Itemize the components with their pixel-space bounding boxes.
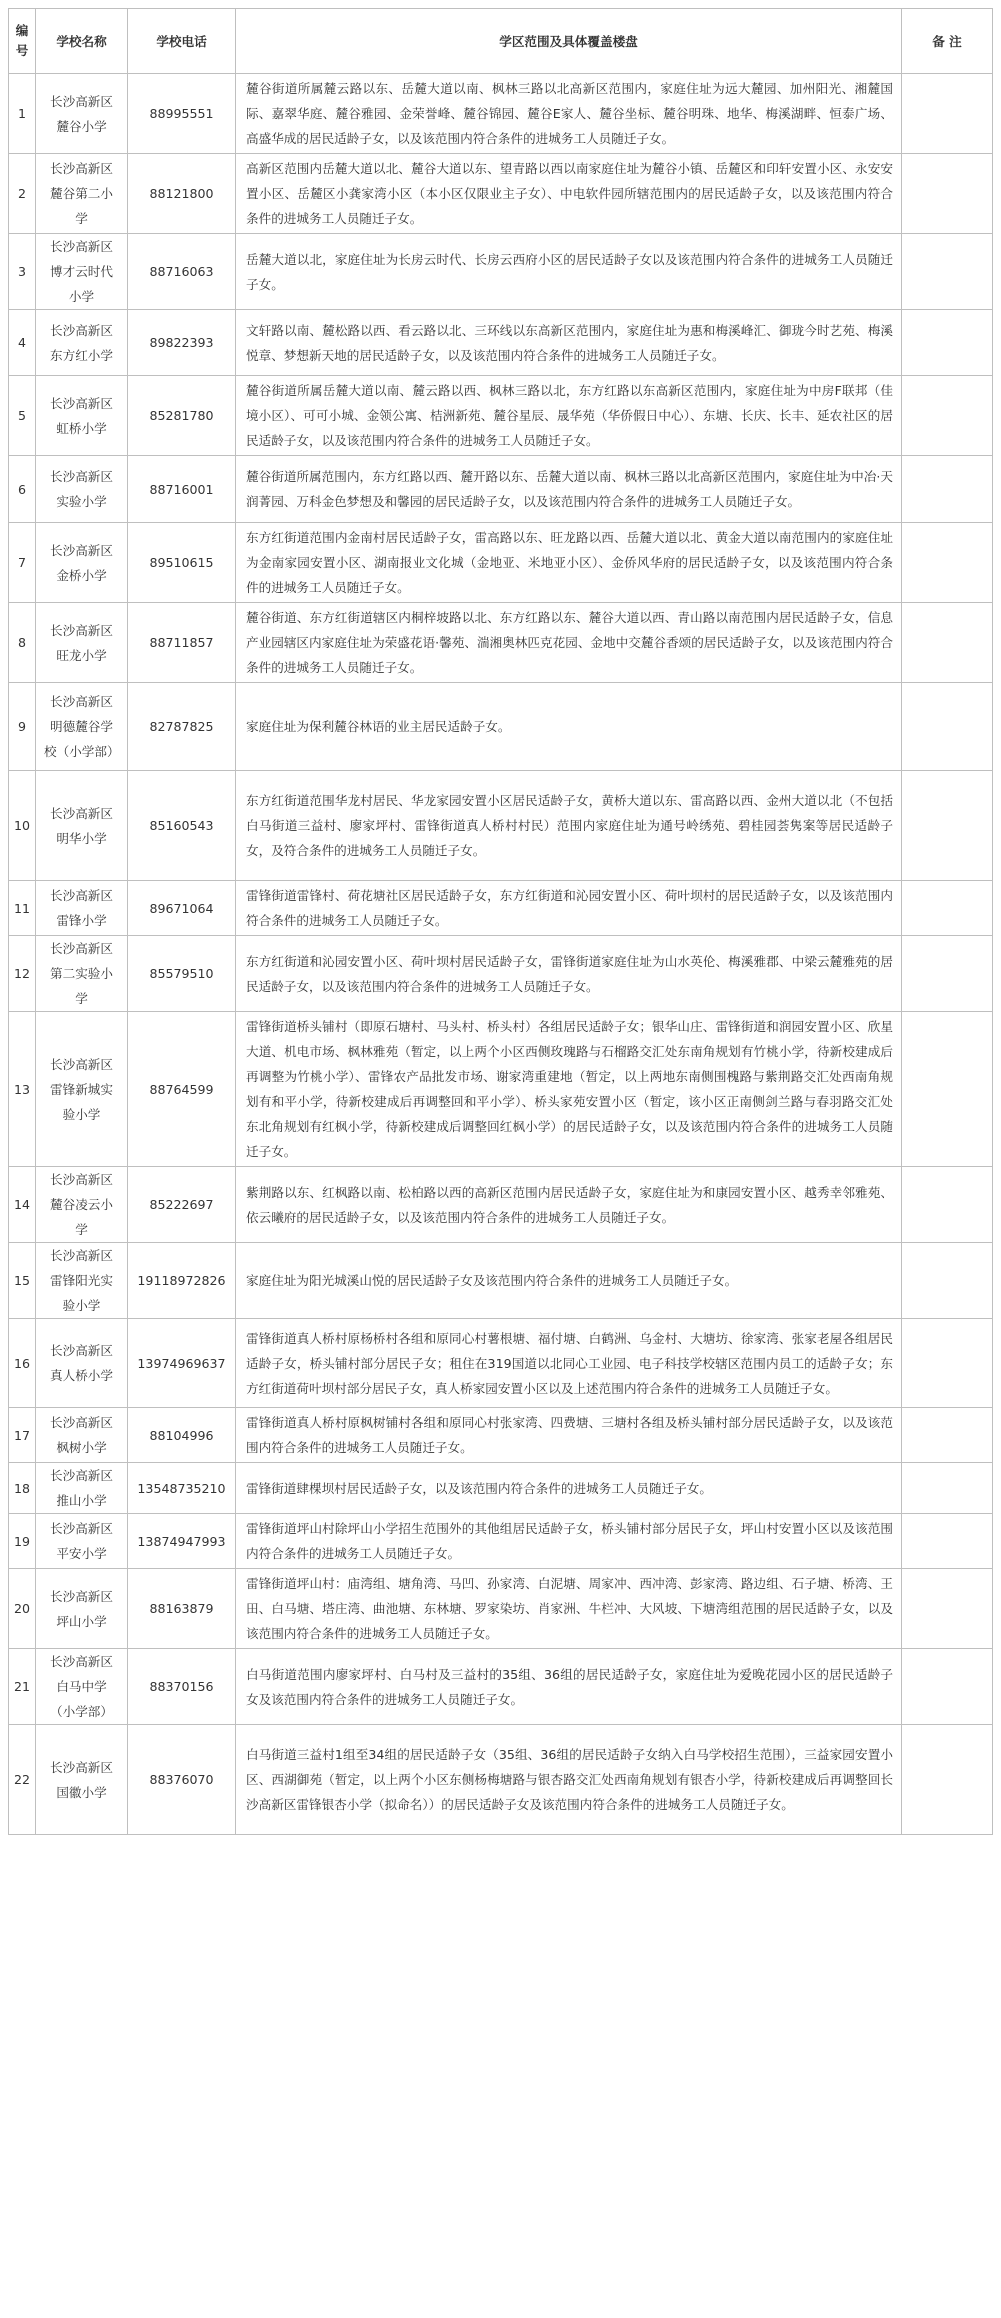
school-phone: 88376070 bbox=[128, 1725, 236, 1835]
row-number: 21 bbox=[9, 1649, 36, 1725]
header-school-name: 学校名称 bbox=[36, 9, 128, 74]
remarks bbox=[902, 1463, 993, 1514]
district-scope: 麓谷街道、东方红街道辖区内桐梓坡路以北、东方红路以东、麓谷大道以西、青山路以南范围内居民适龄子女，信息产业园辖区内家庭住址为荣盛花语·馨苑、湍湘奥林匹克花园、金地中交麓谷香颂的居民适龄子女，以及该范围内符合条件的进城务工人员随迁子女。 bbox=[236, 603, 902, 683]
district-scope: 雷锋街道肆棵坝村居民适龄子女，以及该范围内符合条件的进城务工人员随迁子女。 bbox=[236, 1463, 902, 1514]
row-number: 12 bbox=[9, 936, 36, 1012]
district-scope: 紫荆路以东、红枫路以南、松柏路以西的高新区范围内居民适龄子女，家庭住址为和康园安置小区、越秀幸邻雅苑、依云曦府的居民适龄子女，以及该范围内符合条件的进城务工人员随迁子女。 bbox=[236, 1167, 902, 1243]
school-phone: 88104996 bbox=[128, 1408, 236, 1463]
remarks bbox=[902, 1725, 993, 1835]
district-scope: 雷锋街道桥头铺村（即原石塘村、马头村、桥头村）各组居民适龄子女；银华山庄、雷锋街道和润园安置小区、欣星大道、机电市场、枫林雅苑（暂定，以上两个小区西侧玫瑰路与石榴路交汇处东南角规划有竹桃小学，待新校建成后再调整为竹桃小学）、雷锋农产品批发市场、谢家湾重建地（暂定，以上两地东南侧围槐路与紫荆路交汇处西南角规划有和平小学，待新校建成后再调整回和平小学）、桥头家苑安置小区（暂定，该小区正南侧剑兰路与春羽路交汇处东北角规划有红枫小学，待新校建成后调整回红枫小学）的居民适龄子女，以及该范围内符合条件的进城务工人员随迁子女。 bbox=[236, 1012, 902, 1167]
row-number: 1 bbox=[9, 74, 36, 154]
district-scope: 雷锋街道真人桥村原杨桥村各组和原同心村薯根塘、福付塘、白鹤洲、乌金村、大塘坊、徐家湾、张家老屋各组居民适龄子女，桥头铺村部分居民子女；租住在319国道以北同心工业园、电子科技学校辖区范围内员工的适龄子女；东方红街道荷叶坝村部分居民子女，真人桥家园安置小区以及上述范围内符合条件的进城务工人员随迁子女。 bbox=[236, 1319, 902, 1408]
district-scope: 麓谷街道所属范围内，东方红路以西、麓开路以东、岳麓大道以南、枫林三路以北高新区范围内，家庭住址为中冶·天润菁园、万科金色梦想及和馨园的居民适龄子女，以及该范围内符合条件的进城务工人员随迁子女。 bbox=[236, 456, 902, 523]
table-row bbox=[9, 1012, 993, 1167]
table-row bbox=[9, 1463, 993, 1514]
table-row bbox=[9, 603, 993, 683]
table-row bbox=[9, 376, 993, 456]
header-district-scope: 学区范围及具体覆盖楼盘 bbox=[236, 9, 902, 74]
table-row bbox=[9, 1167, 993, 1243]
school-name: 长沙高新区第二实验小学 bbox=[36, 936, 128, 1012]
school-phone: 88764599 bbox=[128, 1012, 236, 1167]
row-number: 17 bbox=[9, 1408, 36, 1463]
school-phone: 89671064 bbox=[128, 881, 236, 936]
school-name: 长沙高新区旺龙小学 bbox=[36, 603, 128, 683]
remarks bbox=[902, 683, 993, 771]
header-number: 编 号 bbox=[9, 9, 36, 74]
district-scope: 东方红街道范围内金南村居民适龄子女，雷高路以东、旺龙路以西、岳麓大道以北、黄金大道以南范围内的家庭住址为金南家园安置小区、湖南报业文化城（金地亚、米地亚小区）、金侨风华府的居民适龄子女，以及该范围内符合条件的进城务工人员随迁子女。 bbox=[236, 523, 902, 603]
school-phone: 85281780 bbox=[128, 376, 236, 456]
school-name: 长沙高新区麓谷凌云小学 bbox=[36, 1167, 128, 1243]
district-scope: 雷锋街道坪山村：庙湾组、塘角湾、马凹、孙家湾、白泥塘、周家冲、西冲湾、彭家湾、路边组、石子塘、桥湾、王田、白马塘、塔庄湾、曲池塘、东林塘、罗家染坊、肖家洲、牛栏冲、大风坡、下塘湾组范围的居民适龄子女，以及该范围内符合条件的进城务工人员随迁子女。 bbox=[236, 1569, 902, 1649]
school-phone: 88716001 bbox=[128, 456, 236, 523]
table-row bbox=[9, 936, 993, 1012]
remarks bbox=[902, 1012, 993, 1167]
district-scope: 白马街道范围内廖家坪村、白马村及三益村的35组、36组的居民适龄子女，家庭住址为爱晚花园小区的居民适龄子女及该范围内符合条件的进城务工人员随迁子女。 bbox=[236, 1649, 902, 1725]
school-name: 长沙高新区国徽小学 bbox=[36, 1725, 128, 1835]
remarks bbox=[902, 603, 993, 683]
school-name: 长沙高新区博才云时代小学 bbox=[36, 234, 128, 310]
remarks bbox=[902, 74, 993, 154]
table-row bbox=[9, 1243, 993, 1319]
school-phone: 89510615 bbox=[128, 523, 236, 603]
school-name: 长沙高新区白马中学（小学部） bbox=[36, 1649, 128, 1725]
school-phone: 82787825 bbox=[128, 683, 236, 771]
remarks bbox=[902, 234, 993, 310]
row-number: 11 bbox=[9, 881, 36, 936]
school-phone: 88370156 bbox=[128, 1649, 236, 1725]
row-number: 15 bbox=[9, 1243, 36, 1319]
district-scope: 雷锋街道坪山村除坪山小学招生范围外的其他组居民适龄子女，桥头铺村部分居民子女，坪山村安置小区以及该范围内符合条件的进城务工人员随迁子女。 bbox=[236, 1514, 902, 1569]
school-phone: 13548735210 bbox=[128, 1463, 236, 1514]
row-number: 2 bbox=[9, 154, 36, 234]
row-number: 9 bbox=[9, 683, 36, 771]
row-number: 14 bbox=[9, 1167, 36, 1243]
school-name: 长沙高新区明德麓谷学校（小学部） bbox=[36, 683, 128, 771]
table-row bbox=[9, 523, 993, 603]
table-row bbox=[9, 456, 993, 523]
district-scope: 雷锋街道真人桥村原枫树铺村各组和原同心村张家湾、四费塘、三塘村各组及桥头铺村部分居民适龄子女，以及该范围内符合条件的进城务工人员随迁子女。 bbox=[236, 1408, 902, 1463]
school-name: 长沙高新区虹桥小学 bbox=[36, 376, 128, 456]
school-name: 长沙高新区雷锋小学 bbox=[36, 881, 128, 936]
district-scope: 文轩路以南、麓松路以西、看云路以北、三环线以东高新区范围内，家庭住址为惠和梅溪峰汇、御珑今时艺苑、梅溪悦章、梦想新天地的居民适龄子女，以及该范围内符合条件的进城务工人员随迁子女。 bbox=[236, 310, 902, 376]
school-phone: 13974969637 bbox=[128, 1319, 236, 1408]
remarks bbox=[902, 310, 993, 376]
school-phone: 88163879 bbox=[128, 1569, 236, 1649]
district-scope: 麓谷街道所属麓云路以东、岳麓大道以南、枫林三路以北高新区范围内，家庭住址为远大麓园、加州阳光、湘麓国际、嘉翠华庭、麓谷雅园、金荣誉峰、麓谷锦园、麓谷E家人、麓谷坐标、麓谷明珠、地华、梅溪湖畔、恒泰广场、高盛华成的居民适龄子女，以及该范围内符合条件的进城务工人员随迁子女。 bbox=[236, 74, 902, 154]
district-scope: 东方红街道和沁园安置小区、荷叶坝村居民适龄子女，雷锋街道家庭住址为山水英伦、梅溪雅郡、中梁云麓雅苑的居民适龄子女，以及该范围内符合条件的进城务工人员随迁子女。 bbox=[236, 936, 902, 1012]
district-scope: 白马街道三益村1组至34组的居民适龄子女（35组、36组的居民适龄子女纳入白马学校招生范围），三益家园安置小区、西湖御苑（暂定，以上两个小区东侧杨梅塘路与银杏路交汇处西南角规划有银杏小学，待新校建成后再调整回长沙高新区雷锋银杏小学（拟命名））的居民适龄子女及该范围内符合条件的进城务工人员随迁子女。 bbox=[236, 1725, 902, 1835]
header-school-phone: 学校电话 bbox=[128, 9, 236, 74]
remarks bbox=[902, 771, 993, 881]
school-phone: 85222697 bbox=[128, 1167, 236, 1243]
table-row bbox=[9, 154, 993, 234]
table-row bbox=[9, 74, 993, 154]
table-row bbox=[9, 1569, 993, 1649]
school-name: 长沙高新区坪山小学 bbox=[36, 1569, 128, 1649]
table-row bbox=[9, 683, 993, 771]
remarks bbox=[902, 1569, 993, 1649]
school-name: 长沙高新区真人桥小学 bbox=[36, 1319, 128, 1408]
district-scope: 岳麓大道以北，家庭住址为长房云时代、长房云西府小区的居民适龄子女以及该范围内符合条件的进城务工人员随迁子女。 bbox=[236, 234, 902, 310]
remarks bbox=[902, 456, 993, 523]
row-number: 7 bbox=[9, 523, 36, 603]
school-name: 长沙高新区实验小学 bbox=[36, 456, 128, 523]
school-name: 长沙高新区推山小学 bbox=[36, 1463, 128, 1514]
district-scope: 麓谷街道所属岳麓大道以南、麓云路以西、枫林三路以北，东方红路以东高新区范围内，家庭住址为中房F联邦（佳境小区）、可可小城、金领公寓、桔洲新苑、麓谷星辰、晟华苑（华侨假日中心）、东塘、长庆、长丰、延农社区的居民适龄子女，以及该范围内符合条件的进城务工人员随迁子女。 bbox=[236, 376, 902, 456]
remarks bbox=[902, 936, 993, 1012]
district-scope: 家庭住址为保利麓谷林语的业主居民适龄子女。 bbox=[236, 683, 902, 771]
row-number: 3 bbox=[9, 234, 36, 310]
school-name: 长沙高新区雷锋新城实验小学 bbox=[36, 1012, 128, 1167]
table-row bbox=[9, 1649, 993, 1725]
table-row bbox=[9, 881, 993, 936]
header-remarks: 备 注 bbox=[902, 9, 993, 74]
table-row bbox=[9, 1725, 993, 1835]
remarks bbox=[902, 1167, 993, 1243]
school-phone: 88121800 bbox=[128, 154, 236, 234]
row-number: 13 bbox=[9, 1012, 36, 1167]
remarks bbox=[902, 1649, 993, 1725]
table-row bbox=[9, 1514, 993, 1569]
table-row bbox=[9, 771, 993, 881]
row-number: 10 bbox=[9, 771, 36, 881]
district-scope: 雷锋街道雷锋村、荷花塘社区居民适龄子女，东方红街道和沁园安置小区、荷叶坝村的居民适龄子女，以及该范围内符合条件的进城务工人员随迁子女。 bbox=[236, 881, 902, 936]
row-number: 8 bbox=[9, 603, 36, 683]
remarks bbox=[902, 881, 993, 936]
remarks bbox=[902, 1408, 993, 1463]
school-phone: 85160543 bbox=[128, 771, 236, 881]
table-body bbox=[9, 74, 993, 1835]
school-phone: 89822393 bbox=[128, 310, 236, 376]
table-row bbox=[9, 1319, 993, 1408]
district-scope: 高新区范围内岳麓大道以北、麓谷大道以东、望青路以西以南家庭住址为麓谷小镇、岳麓区和印轩安置小区、永安安置小区、岳麓区小龚家湾小区（本小区仅限业主子女）、中电软件园所辖范围内的居民适龄子女，以及该范围内符合条件的进城务工人员随迁子女。 bbox=[236, 154, 902, 234]
row-number: 4 bbox=[9, 310, 36, 376]
school-district-table bbox=[8, 8, 993, 1835]
district-scope: 家庭住址为阳光城溪山悦的居民适龄子女及该范围内符合条件的进城务工人员随迁子女。 bbox=[236, 1243, 902, 1319]
school-name: 长沙高新区明华小学 bbox=[36, 771, 128, 881]
school-name: 长沙高新区麓谷小学 bbox=[36, 74, 128, 154]
school-phone: 19118972826 bbox=[128, 1243, 236, 1319]
remarks bbox=[902, 1514, 993, 1569]
row-number: 5 bbox=[9, 376, 36, 456]
row-number: 16 bbox=[9, 1319, 36, 1408]
remarks bbox=[902, 154, 993, 234]
school-name: 长沙高新区平安小学 bbox=[36, 1514, 128, 1569]
school-name: 长沙高新区雷锋阳光实验小学 bbox=[36, 1243, 128, 1319]
row-number: 20 bbox=[9, 1569, 36, 1649]
row-number: 19 bbox=[9, 1514, 36, 1569]
table-row bbox=[9, 234, 993, 310]
school-name: 长沙高新区东方红小学 bbox=[36, 310, 128, 376]
school-phone: 88716063 bbox=[128, 234, 236, 310]
school-phone: 88995551 bbox=[128, 74, 236, 154]
row-number: 22 bbox=[9, 1725, 36, 1835]
school-name: 长沙高新区枫树小学 bbox=[36, 1408, 128, 1463]
header-row bbox=[9, 9, 993, 74]
row-number: 18 bbox=[9, 1463, 36, 1514]
district-scope: 东方红街道范围华龙村居民、华龙家园安置小区居民适龄子女，黄桥大道以东、雷高路以西、金州大道以北（不包括白马街道三益村、廖家坪村、雷锋街道真人桥村村民）范围内家庭住址为通号岭绣苑、碧桂园荟隽案等居民适龄子女，及符合条件的进城务工人员随迁子女。 bbox=[236, 771, 902, 881]
remarks bbox=[902, 376, 993, 456]
table-row bbox=[9, 1408, 993, 1463]
remarks bbox=[902, 523, 993, 603]
row-number: 6 bbox=[9, 456, 36, 523]
table-row bbox=[9, 310, 993, 376]
remarks bbox=[902, 1319, 993, 1408]
school-phone: 85579510 bbox=[128, 936, 236, 1012]
school-phone: 13874947993 bbox=[128, 1514, 236, 1569]
school-phone: 88711857 bbox=[128, 603, 236, 683]
school-name: 长沙高新区金桥小学 bbox=[36, 523, 128, 603]
school-name: 长沙高新区麓谷第二小学 bbox=[36, 154, 128, 234]
remarks bbox=[902, 1243, 993, 1319]
